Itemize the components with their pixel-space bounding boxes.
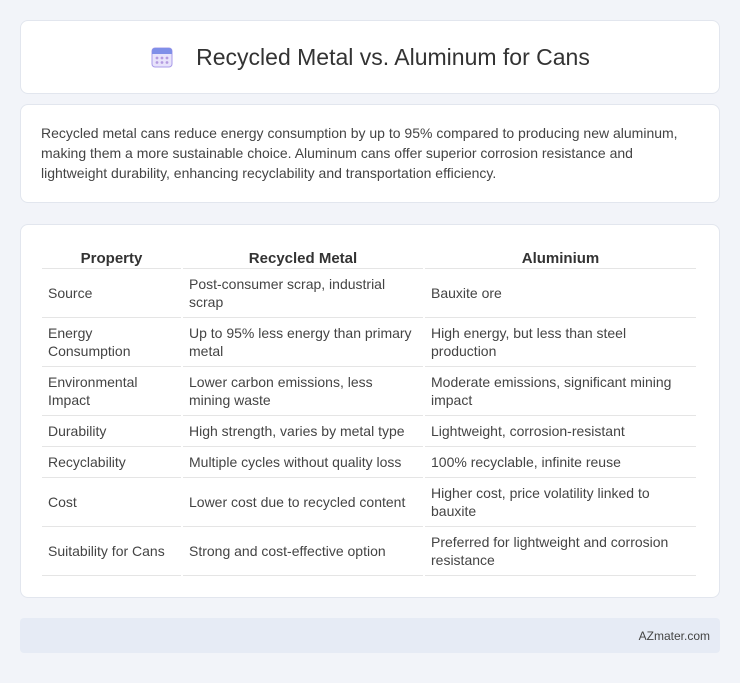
table-cell: Strong and cost-effective option bbox=[183, 527, 423, 576]
table-cell: Energy Consumption bbox=[42, 318, 181, 367]
table-cell: Suitability for Cans bbox=[42, 527, 181, 576]
table-cell: Environmental Impact bbox=[42, 367, 181, 416]
table-row bbox=[42, 318, 696, 367]
comparison-table bbox=[40, 245, 698, 576]
table-cell: Durability bbox=[42, 416, 181, 447]
footer-brand[interactable]: AZmater.com bbox=[638, 628, 710, 643]
table-cell: Post-consumer scrap, industrial scrap bbox=[183, 269, 423, 318]
summary-card bbox=[20, 104, 720, 203]
table-cell: Source bbox=[42, 269, 181, 318]
table-cell: 100% recyclable, infinite reuse bbox=[425, 447, 696, 478]
column-header: Property bbox=[42, 245, 181, 269]
table-cell: Higher cost, price volatility linked to bauxite bbox=[425, 478, 696, 527]
title-card bbox=[20, 20, 720, 94]
page-title: Recycled Metal vs. Aluminum for Cans bbox=[196, 43, 590, 70]
table-row bbox=[42, 367, 696, 416]
table-cell: Lower cost due to recycled content bbox=[183, 478, 423, 527]
table-cell: Bauxite ore bbox=[425, 269, 696, 318]
table-row bbox=[42, 416, 696, 447]
table-cell: Multiple cycles without quality loss bbox=[183, 447, 423, 478]
table-cell: High strength, varies by metal type bbox=[183, 416, 423, 447]
table-cell: Cost bbox=[42, 478, 181, 527]
table-cell: Lower carbon emissions, less mining waste bbox=[183, 367, 423, 416]
table-row bbox=[42, 447, 696, 478]
table-cell: Lightweight, corrosion-resistant bbox=[425, 416, 696, 447]
summary-text: Recycled metal cans reduce energy consumption by up to 95% compared to producing new aluminum, making them a more sustainable choice. Aluminum cans offer superior corrosion resistance and lightweight durability, enhancing recyclability and transportation efficiency. bbox=[41, 125, 678, 181]
table-header-row bbox=[42, 245, 696, 269]
table-row bbox=[42, 527, 696, 576]
column-header: Aluminium bbox=[425, 245, 696, 269]
table-cell: Preferred for lightweight and corrosion resistance bbox=[425, 527, 696, 576]
table-cell: Moderate emissions, significant mining impact bbox=[425, 367, 696, 416]
comparison-card bbox=[20, 224, 720, 598]
table-cell: High energy, but less than steel production bbox=[425, 318, 696, 367]
table-cell: Up to 95% less energy than primary metal bbox=[183, 318, 423, 367]
table-row bbox=[42, 269, 696, 318]
table-row bbox=[42, 478, 696, 527]
calendar-icon bbox=[150, 45, 174, 69]
column-header: Recycled Metal bbox=[183, 245, 423, 269]
footer bbox=[20, 618, 720, 653]
table-cell: Recyclability bbox=[42, 447, 181, 478]
